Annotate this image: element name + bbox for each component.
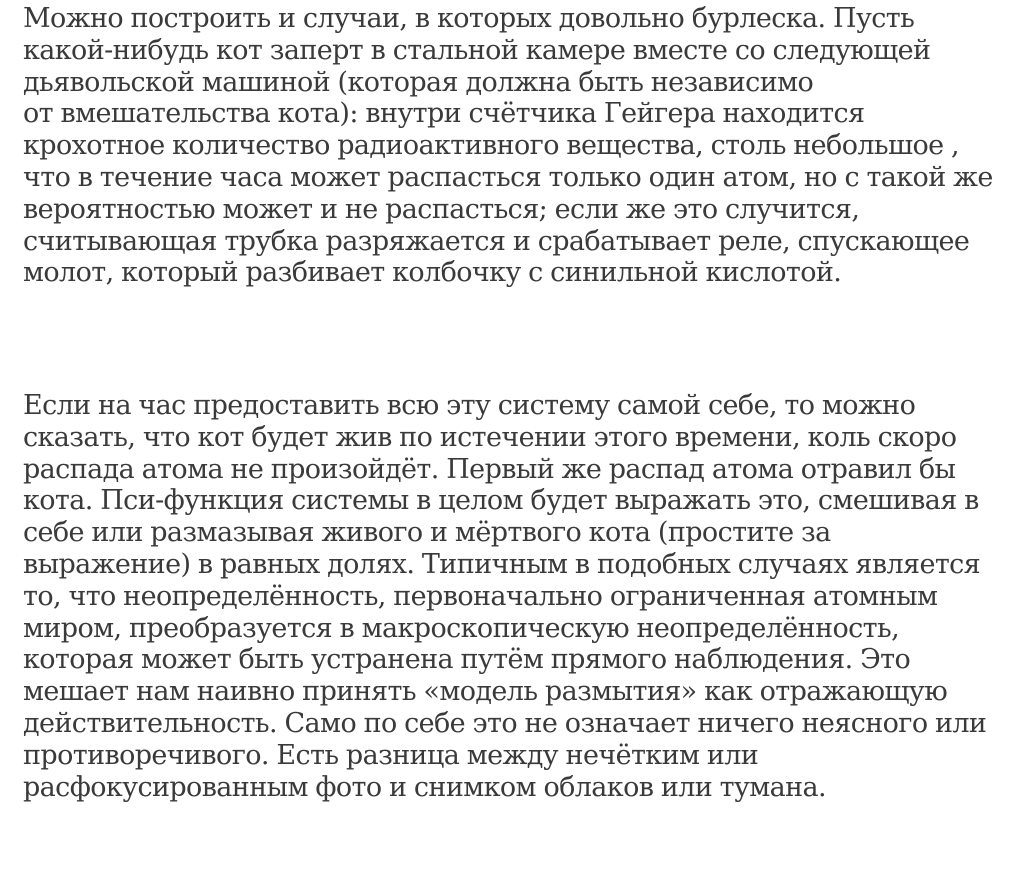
text-line: миром, преобразуется в макроскопическую неопределённость,: [23, 612, 900, 644]
text-line: вероятностью может и не распасться; если же это случится,: [23, 193, 860, 225]
text-line: то, что неопределённость, первоначально ограниченная атомным: [23, 580, 938, 612]
text-line: какой-нибудь кот заперт в стальной камере вместе со следующей: [23, 34, 931, 66]
text-line: Если на час предоставить всю эту систему самой себе, то можно: [23, 390, 916, 421]
text-line: что в течение часа может распасться только один атом, но с такой же: [23, 161, 993, 193]
text-line: расфокусированным фото и снимком облаков или тумана.: [23, 771, 827, 803]
text-line: молот, который разбивает колбочку с синильной кислотой.: [23, 257, 842, 289]
text-line: распада атома не произойдёт. Первый же распад атома отравил бы: [23, 453, 956, 485]
text-line: кота. Пси-функция системы в целом будет выражать это, смешивая в: [23, 485, 979, 517]
text-line: мешает нам наивно принять «модель размытия» как отражающую: [23, 676, 948, 708]
text-line: которая может быть устранена путём прямого наблюдения. Это: [23, 644, 911, 676]
text-line: от вмешательства кота): внутри счётчика Гейгера находится: [23, 98, 865, 130]
text-line: Можно построить и случаи, в которых довольно бурлеска. Пусть: [23, 3, 915, 34]
text-line: выражение) в равных долях. Типичным в подобных случаях является: [23, 548, 981, 580]
text-line: сказать, что кот будет жив по истечении этого времени, коль скоро: [23, 421, 957, 453]
text-line: дьявольской машиной (которая должна быть независимо: [23, 66, 814, 98]
text-line: крохотное количество радиоактивного вещества, столь небольшое ,: [23, 130, 960, 162]
text-line: себе или размазывая живого и мёртвого кота (простите за: [23, 517, 831, 549]
paragraph-psi-function: [23, 390, 986, 803]
text-line: считывающая трубка разряжается и срабатывает реле, спускающее: [23, 225, 970, 257]
paragraph-cat-apparatus: [23, 3, 993, 289]
text-line: противоречивого. Есть разница между нечётким или: [23, 739, 759, 771]
text-line: действительность. Само по себе это не означает ничего неясного или: [23, 707, 987, 739]
